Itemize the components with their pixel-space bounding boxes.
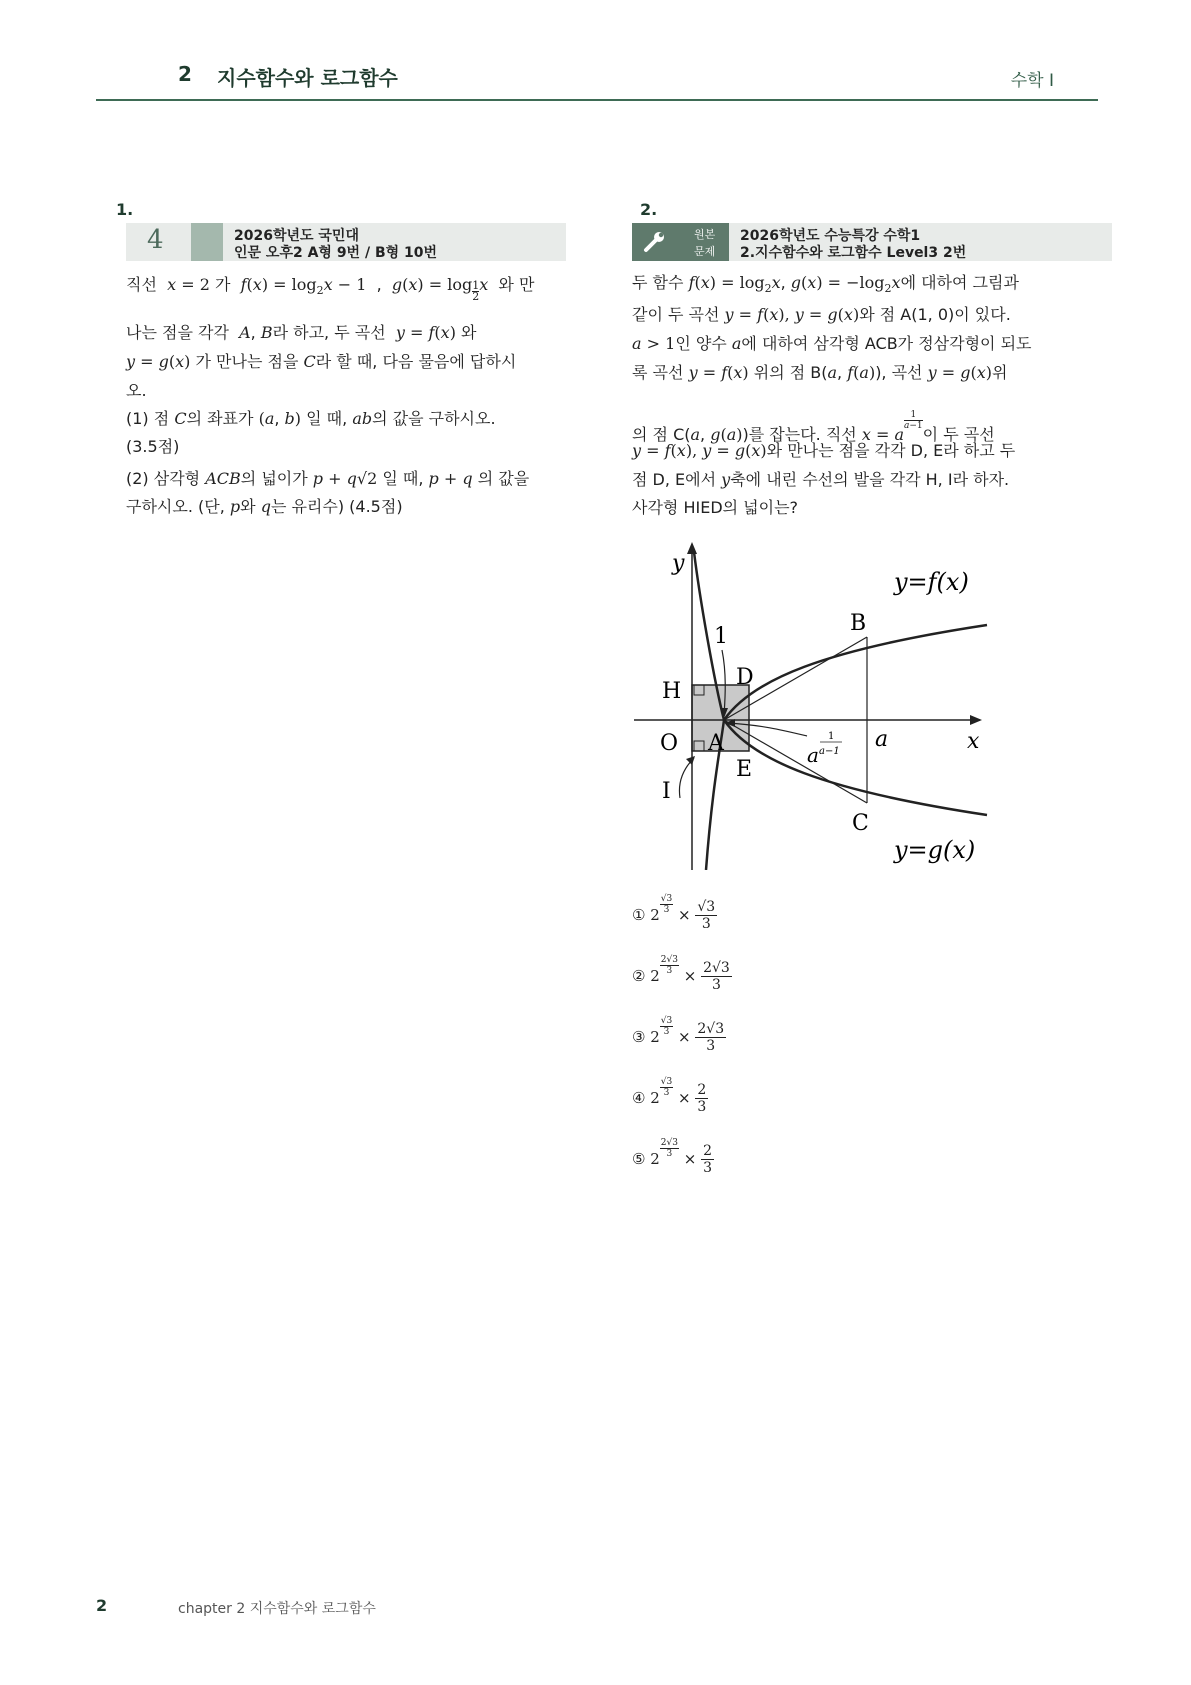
q2-line6: y = f(x), y = g(x)와 만나는 점을 각각 D, E라 하고 두: [632, 441, 1016, 460]
label-one: 1: [714, 624, 728, 649]
q2-source-tag: [632, 223, 1112, 261]
q2-graph: [632, 540, 1022, 870]
q2-line2: 같이 두 곡선 y = f(x), y = g(x)와 점 A(1, 0)이 있다.: [632, 305, 1011, 324]
q2-source-line2: 2.지수함수와 로그함수 Level3 2번: [740, 245, 967, 261]
label-C: C: [852, 811, 869, 836]
q1-part2-cont: 구하시오. (단, p와 q는 유리수) (4.5점): [126, 497, 403, 516]
q1-source-tag: [126, 223, 566, 261]
q2-line8: 사각형 HIED의 넓이는?: [632, 498, 799, 517]
q1-number: 1.: [116, 200, 134, 219]
label-gx: y=g(x): [894, 836, 976, 864]
q1-line2: 나는 점을 각각 A, B라 하고, 두 곡선 y = f(x) 와: [126, 323, 477, 342]
q1-tag-number: 4: [147, 225, 164, 255]
q1-line4: 오.: [126, 381, 147, 400]
q2-badge-top: 원본: [694, 228, 716, 241]
q1-line3: y = g(x) 가 만나는 점을 C라 할 때, 다음 물음에 답하시: [126, 352, 517, 371]
label-a-exp-base: a: [807, 743, 819, 767]
q2-badge-bottom: 문제: [694, 245, 716, 258]
q2-line4: 록 곡선 y = f(x) 위의 점 B(a, f(a)), 곡선 y = g(x)위: [632, 363, 1008, 382]
choice-4[interactable]: ④ 2 $\frac{√3}{3}$ × $\frac{2}{3}$: [632, 1077, 707, 1115]
q1-tag-block: [191, 223, 223, 261]
page-number: 2: [96, 1596, 108, 1615]
q1-source-line2: 인문 오후2 A형 9번 / B형 10번: [234, 245, 438, 261]
choice-5[interactable]: ⑤ 2 $\frac{2√3}{3}$ × $\frac{2}{3}$: [632, 1138, 712, 1176]
choice-1[interactable]: ① 2 $\frac{√3}{3}$ × $\frac{√3}{3}$: [632, 894, 716, 932]
q1-source-line1: 2026학년도 국민대: [234, 228, 359, 244]
label-D: D: [736, 665, 754, 690]
chapter-title: 지수함수와 로그함수: [217, 66, 398, 90]
label-B: B: [850, 611, 867, 636]
label-a-exp-num: 1: [828, 731, 835, 742]
label-a-exp-den: a−1: [819, 746, 840, 757]
choice-3[interactable]: ③ 2 $\frac{√3}{3}$ × $\frac{2√3}{3}$: [632, 1016, 725, 1054]
label-a: a: [875, 727, 889, 752]
label-E: E: [736, 757, 753, 782]
choice-2[interactable]: ② 2 $\frac{2√3}{3}$ × $\frac{2√3}{3}$: [632, 955, 730, 993]
footer-chapter: chapter 2 지수함수와 로그함수: [178, 1601, 376, 1617]
q2-line7: 점 D, E에서 y축에 내린 수선의 발을 각각 H, I라 하자.: [632, 470, 1010, 489]
label-I: I: [662, 779, 671, 804]
q1-part1: (1) 점 C의 좌표가 (a, b) 일 때, ab의 값을 구하시오.: [126, 409, 496, 428]
label-O: O: [660, 731, 679, 756]
label-A: A: [708, 731, 724, 756]
label-y: y: [672, 551, 685, 576]
q2-line1: 두 함수 $f(x) = \log_2x$, $g(x) = -\log_2x$에 대하여 그림과: [632, 273, 1019, 295]
q2-source-line1: 2026학년도 수능특강 수학1: [740, 228, 921, 244]
q2-line5: 의 점 C(a, g(a))를 잡는다. 직선 x = a $\frac{1}{a-1}$ 이 두 곡선: [632, 410, 995, 444]
label-fx: y=f(x): [894, 568, 969, 596]
label-H: H: [662, 679, 682, 704]
label-x: x: [967, 729, 980, 754]
chapter-number: 2: [178, 62, 192, 86]
header-divider: [96, 99, 1098, 101]
q1-line1: 직선 x = 2 가 $f(x) = \log_2x - 1$ , g(x) = log $\frac{1}{2}$ x 와 만: [126, 275, 535, 303]
q1-part1-score: (3.5점): [126, 437, 180, 456]
q1-part2: (2) 삼각형 ACB의 넓이가 p + q√2 일 때, p + q 의 값을: [126, 469, 530, 488]
wrench-icon: [642, 230, 670, 258]
q2-number: 2.: [640, 200, 658, 219]
q2-line3: a > 1인 양수 a에 대하여 삼각형 ACB가 정삼각형이 되도: [632, 334, 1032, 353]
subject-label: 수학 I: [1010, 71, 1054, 91]
